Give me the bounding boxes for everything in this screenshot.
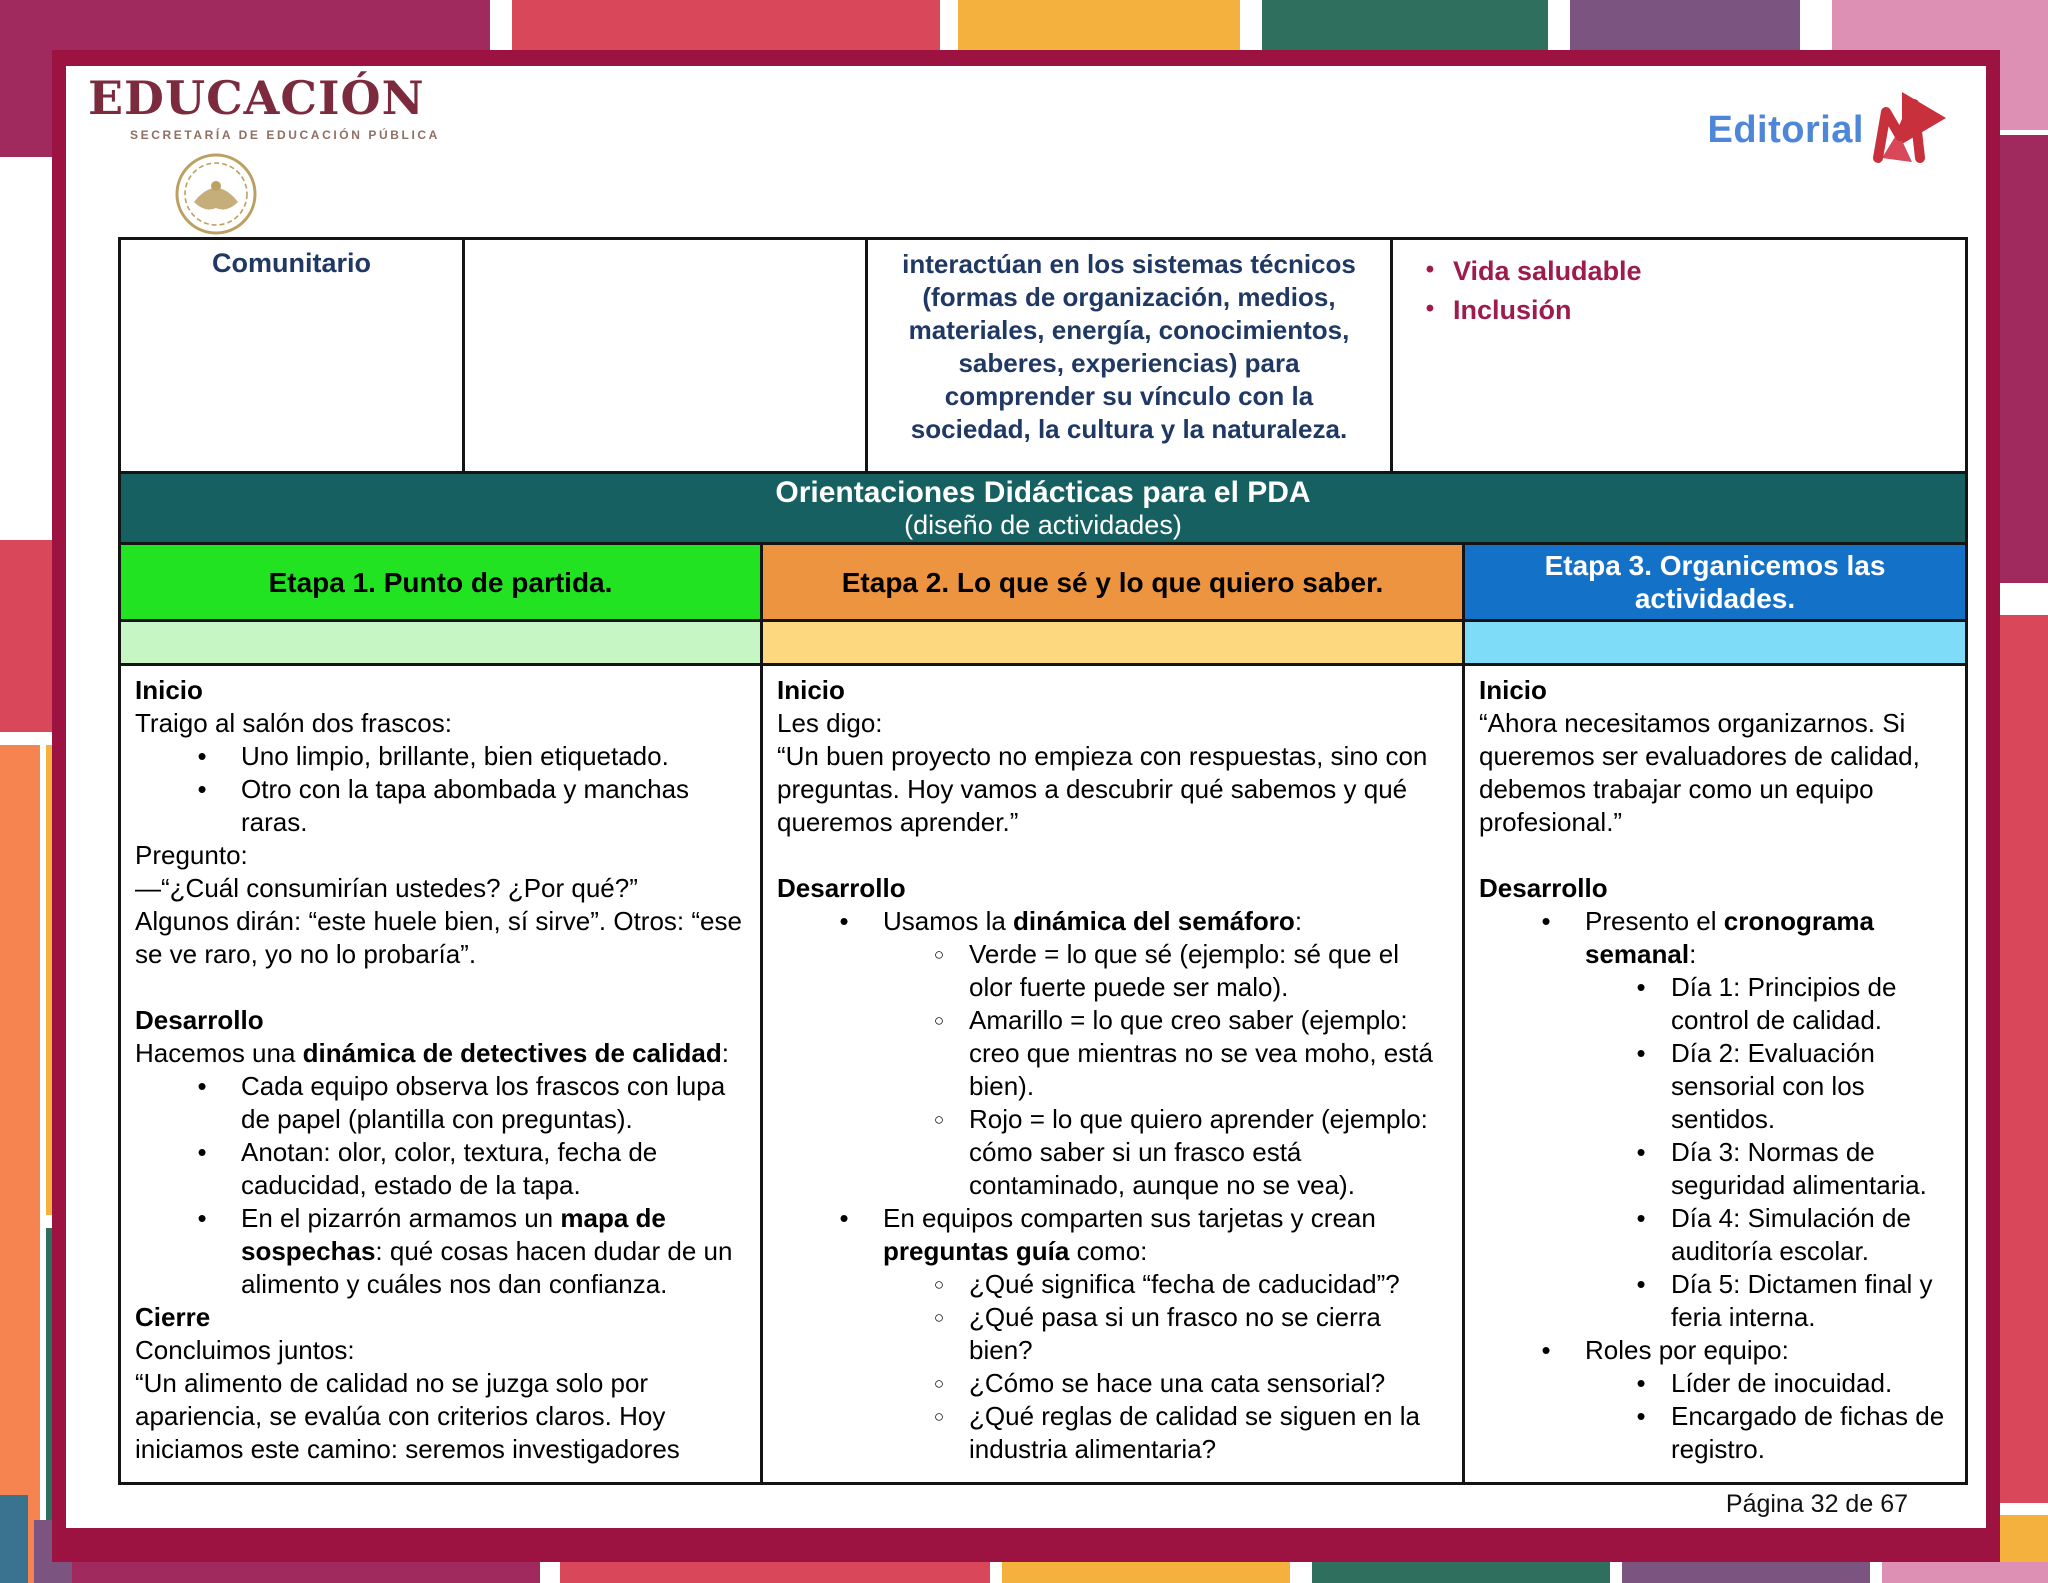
- bullet-item: [135, 1070, 746, 1136]
- text-run: Día 3: Normas de seguridad alimentaria.: [1671, 1137, 1927, 1200]
- bullet-text: [969, 1004, 1448, 1103]
- text-run: Desarrollo: [1479, 873, 1608, 903]
- bullet-item: [1479, 1400, 1951, 1466]
- disc-bullet-icon: •: [1636, 1401, 1646, 1431]
- bullet-item: [135, 1136, 746, 1202]
- editorial-md-logo-icon: [1872, 88, 1950, 173]
- text-run: ¿Qué pasa si un frasco no se cierra bien?: [969, 1302, 1381, 1365]
- bullet-text: [1671, 1268, 1951, 1334]
- cell-comunitario: Comunitario: [121, 240, 465, 471]
- disc-bullet-icon: •: [197, 1071, 207, 1101]
- mosaic-tile: [1002, 1562, 1290, 1583]
- mosaic-tile: [0, 540, 52, 732]
- text-run: Día 5: Dictamen final y feria interna.: [1671, 1269, 1933, 1332]
- phase-heading: [135, 1004, 746, 1037]
- spacer: [135, 971, 746, 1004]
- bullet-text: [1671, 971, 1951, 1037]
- bullet-text: [883, 905, 1302, 938]
- mosaic-tile: [1622, 1562, 1870, 1583]
- text-run: Amarillo = lo que creo saber (ejemplo: creo que mientras no se vea moho, está bien).: [969, 1005, 1433, 1101]
- text-run: Inicio: [135, 675, 203, 705]
- phase-heading: [1479, 872, 1951, 905]
- mosaic-tile: [0, 1495, 28, 1583]
- circle-bullet-icon: ○: [933, 1407, 945, 1426]
- bullet-item: [1479, 905, 1951, 971]
- etapa-1-content: [121, 666, 763, 1482]
- text-run: Inicio: [777, 675, 845, 705]
- text-run: Anotan: olor, color, textura, fecha de caducidad, estado de la tapa.: [241, 1137, 658, 1200]
- text-run: Otro con la tapa abombada y manchas raras.: [241, 774, 690, 837]
- text-run: como:: [1069, 1236, 1148, 1266]
- paragraph: [135, 905, 746, 971]
- text-run: ¿Qué reglas de calidad se siguen en la industria alimentaria?: [969, 1401, 1420, 1464]
- focus-item: [1407, 295, 1951, 326]
- text-run: ¿Qué significa “fecha de caducidad”?: [969, 1269, 1400, 1299]
- bullet-item: [1479, 1136, 1951, 1202]
- phase-heading: [777, 674, 1448, 707]
- text-run: “Un buen proyecto no empieza con respuestas, sino con preguntas. Hoy vamos a descubrir qué sabemos y qué queremos aprender.”: [777, 741, 1428, 837]
- text-run: Desarrollo: [777, 873, 906, 903]
- disc-bullet-icon: •: [1636, 1137, 1646, 1167]
- text-run: Roles por equipo:: [1585, 1335, 1789, 1365]
- bullet-item: [777, 1400, 1448, 1466]
- focus-item: [1407, 256, 1951, 287]
- paragraph: [135, 1367, 746, 1466]
- sep-seal-icon: [174, 152, 440, 241]
- etapa-2-strip: [763, 622, 1465, 663]
- disc-bullet-icon: •: [839, 906, 849, 936]
- disc-bullet-icon: •: [1541, 1335, 1551, 1365]
- spacer: [777, 839, 1448, 872]
- bullet-text: [1585, 905, 1951, 971]
- disc-bullet-icon: •: [1636, 1269, 1646, 1299]
- document-page: [66, 66, 1986, 1528]
- text-run: Uno limpio, brillante, bien etiquetado.: [241, 741, 669, 771]
- text-run: —“¿Cuál consumirían ustedes? ¿Por qué?”: [135, 873, 638, 903]
- bullet-text: [1671, 1037, 1951, 1136]
- circle-bullet-icon: ○: [933, 945, 945, 964]
- bullet-text: [1671, 1367, 1892, 1400]
- etapa-header-row: [121, 542, 1965, 619]
- text-run: :: [1689, 939, 1697, 969]
- cell-pda-description: interactúan en los sistemas técnicos (formas de organización, medios, materiales, energía, conocimientos, saberes, experiencias) para comprender su vínculo con la sociedad, la cultura y la naturaleza.: [868, 240, 1393, 471]
- bullet-item: [135, 1202, 746, 1301]
- bullet-item: [1479, 1334, 1951, 1367]
- bullet-text: [969, 1367, 1385, 1400]
- etapa-1-header: Etapa 1. Punto de partida.: [121, 545, 763, 619]
- text-run: Presento el: [1585, 906, 1724, 936]
- text-run: ¿Cómo se hace una cata sensorial?: [969, 1368, 1386, 1398]
- paragraph: [777, 707, 1448, 740]
- text-run: :: [721, 1038, 729, 1068]
- spacer: [1479, 839, 1951, 872]
- cell-empty: [465, 240, 868, 471]
- bullet-text: [241, 740, 669, 773]
- text-run: “Un alimento de calidad no se juzga solo por apariencia, se evalúa con criterios claros. Hoy iniciamos este camino: seremos investigadores: [135, 1368, 680, 1464]
- bullet-text: [1585, 1334, 1789, 1367]
- circle-bullet-icon: ○: [933, 1374, 945, 1393]
- text-run: Usamos la: [883, 906, 1014, 936]
- sep-logo: [88, 71, 440, 241]
- mosaic-tile: [1994, 135, 2048, 583]
- bullet-text: [1671, 1202, 1951, 1268]
- bullet-item: [777, 1301, 1448, 1367]
- phase-heading: [135, 1301, 746, 1334]
- bullet-text: [969, 1268, 1400, 1301]
- text-run: Concluimos juntos:: [135, 1335, 355, 1365]
- paragraph: [777, 740, 1448, 839]
- mosaic-tile: [560, 1562, 990, 1583]
- text-run: Traigo al salón dos frascos:: [135, 708, 452, 738]
- disc-bullet-icon: •: [1636, 1203, 1646, 1233]
- editorial-md-logo: [1707, 88, 1950, 173]
- bullet-text: [883, 1202, 1448, 1268]
- circle-bullet-icon: ○: [933, 1011, 945, 1030]
- bullet-item: [135, 773, 746, 839]
- disc-bullet-icon: •: [1425, 295, 1435, 322]
- mosaic-tile: [1882, 1562, 2048, 1583]
- mosaic-tile: [72, 1562, 540, 1583]
- text-run: Hacemos una: [135, 1038, 303, 1068]
- disc-bullet-icon: •: [1636, 1038, 1646, 1068]
- phase-heading: [1479, 674, 1951, 707]
- sep-subtitle: SECRETARÍA DE EDUCACIÓN PÚBLICA: [130, 128, 440, 143]
- text-run: Desarrollo: [135, 1005, 264, 1035]
- info-row: [121, 240, 1965, 471]
- circle-bullet-icon: ○: [933, 1275, 945, 1294]
- bullet-item: [777, 938, 1448, 1004]
- bullet-text: [1671, 1400, 1951, 1466]
- bold-text-run: mapa de sospechas: [241, 1203, 666, 1266]
- paragraph: [135, 872, 746, 905]
- section-band: [121, 471, 1965, 542]
- bullet-item: [1479, 1367, 1951, 1400]
- text-run: Día 2: Evaluación sensorial con los sentidos.: [1671, 1038, 1875, 1134]
- bullet-item: [135, 740, 746, 773]
- disc-bullet-icon: •: [1425, 256, 1435, 283]
- bold-text-run: dinámica del semáforo: [1013, 906, 1295, 936]
- etapa-2-content: [763, 666, 1465, 1482]
- mosaic-tile: [1994, 615, 2048, 1503]
- disc-bullet-icon: •: [197, 1137, 207, 1167]
- bullet-text: [969, 1400, 1448, 1466]
- bullet-text: [969, 1301, 1448, 1367]
- text-run: Algunos dirán: “este huele bien, sí sirve”. Otros: “ese se ve raro, yo no lo probaría”.: [135, 906, 742, 969]
- phase-heading: [135, 674, 746, 707]
- phase-heading: [777, 872, 1448, 905]
- focus-item-label: Vida saludable: [1453, 256, 1642, 286]
- focus-item-label: Inclusión: [1453, 295, 1572, 325]
- text-run: Cierre: [135, 1302, 211, 1332]
- disc-bullet-icon: •: [1636, 1368, 1646, 1398]
- paragraph: [135, 1037, 746, 1070]
- etapa-3-header: Etapa 3. Organicemos las actividades.: [1465, 545, 1965, 619]
- paragraph: [135, 839, 746, 872]
- etapa-2-header: Etapa 2. Lo que sé y lo que quiero saber.: [763, 545, 1465, 619]
- disc-bullet-icon: •: [197, 774, 207, 804]
- disc-bullet-icon: •: [197, 1203, 207, 1233]
- bold-text-run: dinámica de detectives de calidad: [302, 1038, 722, 1068]
- paragraph: [135, 1334, 746, 1367]
- text-run: Día 4: Simulación de auditoría escolar.: [1671, 1203, 1911, 1266]
- etapa-1-strip: [121, 622, 763, 663]
- bullet-item: [1479, 1268, 1951, 1334]
- bullet-item: [777, 1202, 1448, 1268]
- text-run: Pregunto:: [135, 840, 248, 870]
- content-table: [118, 237, 1968, 1485]
- disc-bullet-icon: •: [1541, 906, 1551, 936]
- bullet-text: [241, 1202, 746, 1301]
- cell-focus-items: [1393, 240, 1965, 471]
- paragraph: [135, 707, 746, 740]
- text-run: :: [1294, 906, 1303, 936]
- mosaic-tile: [1312, 1562, 1610, 1583]
- etapa-3-content: [1465, 666, 1965, 1482]
- text-run: “Ahora necesitamos organizarnos. Si queremos ser evaluadores de calidad, debemos trabajar como un equipo profesional.”: [1479, 708, 1920, 837]
- bullet-item: [777, 1103, 1448, 1202]
- etapa-strip-row: [121, 619, 1965, 663]
- bullet-item: [1479, 971, 1951, 1037]
- sep-wordmark: EDUCACIÓN: [88, 71, 425, 125]
- disc-bullet-icon: •: [197, 741, 207, 771]
- bullet-text: [1671, 1136, 1951, 1202]
- bold-text-run: preguntas guía: [883, 1236, 1070, 1266]
- bullet-text: [969, 1103, 1448, 1202]
- disc-bullet-icon: •: [839, 1203, 849, 1233]
- text-run: Inicio: [1479, 675, 1547, 705]
- bold-text-run: cronograma semanal: [1585, 906, 1875, 969]
- bullet-text: [241, 1136, 746, 1202]
- etapa-3-strip: [1465, 622, 1965, 663]
- mosaic-tile: [0, 62, 52, 157]
- bullet-text: [241, 1070, 746, 1136]
- disc-bullet-icon: •: [1636, 972, 1646, 1002]
- circle-bullet-icon: ○: [933, 1308, 945, 1327]
- bullet-item: [1479, 1202, 1951, 1268]
- circle-bullet-icon: ○: [933, 1110, 945, 1129]
- text-run: Cada equipo observa los frascos con lupa de papel (plantilla con preguntas).: [241, 1071, 726, 1134]
- page-number: Página 32 de 67: [1725, 1490, 1908, 1518]
- bullet-text: [241, 773, 746, 839]
- etapa-content-row: [121, 663, 1965, 1482]
- bullet-item: [777, 905, 1448, 938]
- text-run: Líder de inocuidad.: [1671, 1368, 1893, 1398]
- text-run: Verde = lo que sé (ejemplo: sé que el olor fuerte puede ser malo).: [969, 939, 1400, 1002]
- text-run: Les digo:: [777, 708, 883, 738]
- band-subtitle: (diseño de actividades): [904, 510, 1182, 540]
- bullet-text: [969, 938, 1448, 1004]
- bullet-item: [777, 1004, 1448, 1103]
- text-run: En el pizarrón armamos un: [241, 1203, 561, 1233]
- editorial-md-label: Editorial: [1707, 109, 1864, 151]
- band-title: Orientaciones Didácticas para el PDA: [775, 476, 1311, 509]
- bullet-item: [777, 1268, 1448, 1301]
- text-run: Día 1: Principios de control de calidad.: [1671, 972, 1897, 1035]
- bullet-item: [777, 1367, 1448, 1400]
- text-run: En equipos comparten sus tarjetas y crean: [883, 1203, 1376, 1233]
- text-run: Rojo = lo que quiero aprender (ejemplo: cómo saber si un frasco está contaminado, aunque no se vea).: [969, 1104, 1428, 1200]
- text-run: : qué cosas hacen dudar de un alimento y cuáles nos dan confianza.: [241, 1236, 733, 1299]
- mosaic-tile: [0, 745, 40, 1583]
- text-run: Encargado de fichas de registro.: [1671, 1401, 1945, 1464]
- paragraph: [1479, 707, 1951, 839]
- bullet-item: [1479, 1037, 1951, 1136]
